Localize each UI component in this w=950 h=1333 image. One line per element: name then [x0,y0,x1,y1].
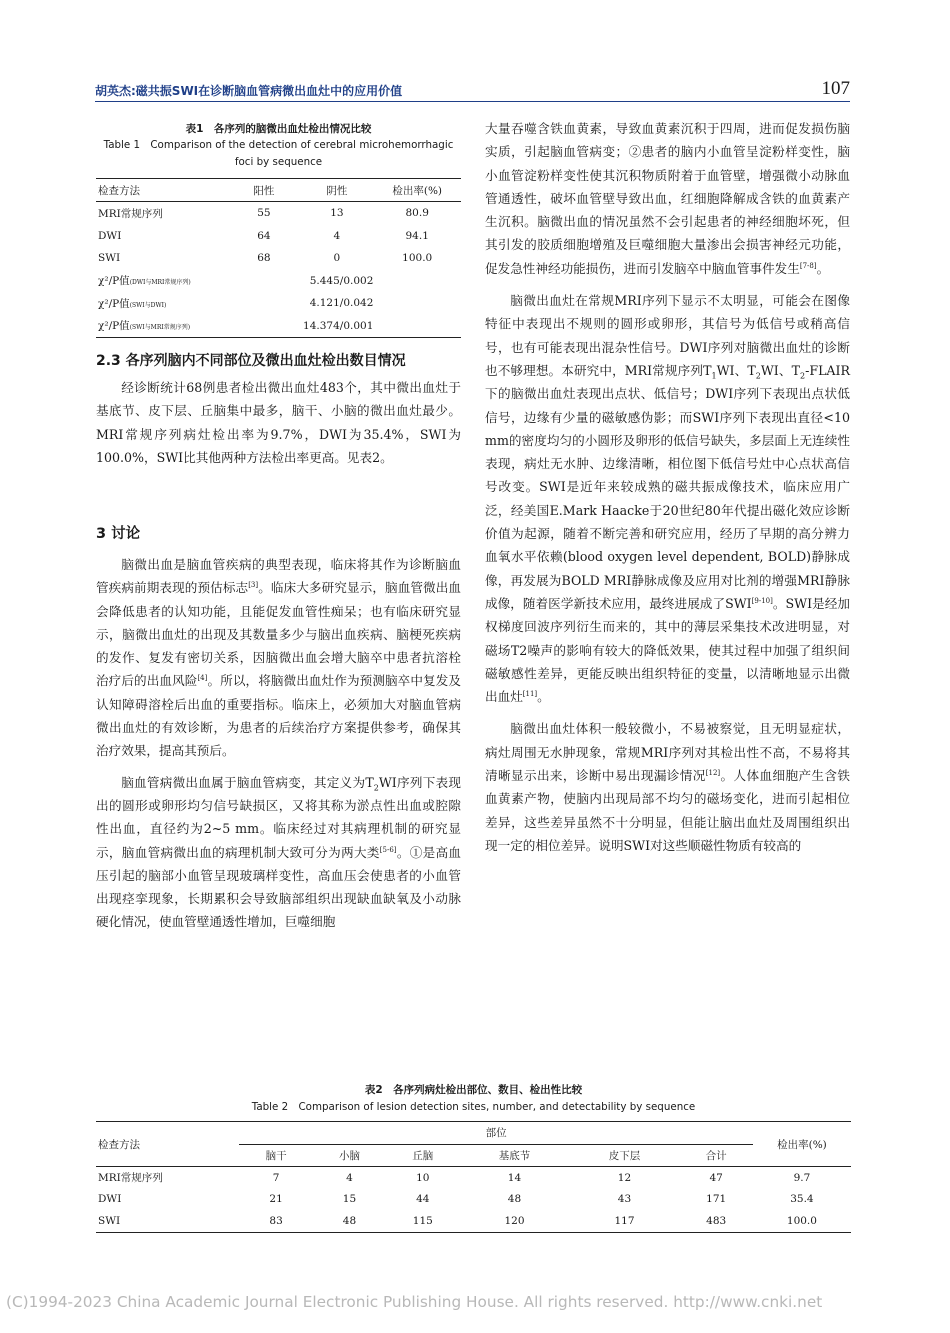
table1-caption-en-2: foci by sequence [234,156,323,168]
section-heading-2-3: 2.3 各序列脑内不同部位及微出血灶检出数目情况 [96,353,406,369]
table1-header-positive: 阳性 [227,179,300,202]
copyright-footer: (C)1994-2023 China Academic Journal Electronic Publishing House. All rights reserved. http://www.cnki.net [6,1293,823,1311]
table1-cell: 100.0 [402,252,433,265]
discussion-right-column [485,117,850,857]
table2-cell: 44 [416,1193,430,1206]
stat-label-text: χ²/P值 [98,320,130,333]
table1 [96,178,461,338]
table1-stat-label [96,270,227,293]
table1-stat-value: 4.121/0.042 [309,297,374,310]
table1-cell: MRI常规序列 [98,207,163,220]
paragraph: 脑血管病微出血属于脑血管病变，其定义为$T_2WI$序列下表现出的圆形或卵形均匀信号缺损区，又将其称为淤点性出血或腔隙性出血，直径约为2~5 mm。临床经过对其病理机制的研究显示，脑血管病微出血的病理机制大致可分为两大类[5-6]。①是高血压引起的脑部小血管呈现玻璃样变性，高血压会使患者的小血管出现痉挛现象，长期累积会导致脑部组织出现缺血缺氧及小动脉硬化情况，使血管壁通透性增加，巨噬细胞 [96,774,462,930]
table2-cell: 47 [709,1171,723,1184]
table2-cell: 117 [569,1210,679,1232]
citation: [4] [197,674,208,683]
table1-cell: 0 [333,252,341,265]
header-rule [95,101,850,102]
table1-stat-row [96,292,461,315]
table1-cell: 55 [257,207,271,220]
stat-label-text: χ²/P值 [98,275,130,288]
citation: [3] [248,581,259,590]
table1-caption [96,121,461,171]
table2-subheader: 基底节 [459,1144,569,1167]
paragraph: 脑微出血灶体积一般较微小，不易被察觉，且无明显症状，病灶周围无水肿现象，常规MRI序列对其检出性不高，不易将其清晰显示出来，诊断中易出现漏诊情况[12]。人体血细胞产生含铁血黄素产物，使脑内出现局部不均匀的磁场变化，进而引起相位差异，这些差异虽然不十分明显，但能让脑出血灶及周围组织出现一定的相位差异。说明SWI对这些顺磁性物质有较高的 [485,721,851,853]
table2-cell: 171 [706,1193,727,1206]
discussion-left-column [96,553,461,934]
table1-header-negative: 阴性 [300,179,373,202]
stat-label-sub: (SWI与DWI) [129,301,167,309]
table2-cell: 14 [507,1171,522,1184]
table2-cell: SWI [96,1210,239,1232]
table2-header-row [96,1122,851,1145]
table1-stat-label [96,292,227,315]
table2-cell: 48 [313,1210,386,1232]
page-number: 107 [821,78,850,99]
table2-subheader: 丘脑 [386,1144,459,1167]
table2-header-group: 部位 [239,1122,752,1145]
table1-cell: 94.1 [405,229,429,242]
stat-label-text: χ²/P值 [98,297,130,310]
section-2-3-body [96,376,461,469]
citation: [12] [705,768,721,777]
paragraph: 脑微出血是脑血管疾病的典型表现，临床将其作为诊断脑血管疾病前期表现的预估标志[3]。临床大多研究显示，脑血管微出血会降低患者的认知功能，且能促发血管性痴呆；也有临床研究显示，脑微出血灶的出现及其数量多少与脑出血疾病、脑梗死疾病的发作、复发有密切关系，因脑微出血会增大脑卒中患者抗溶栓治疗后的出血风险[4]。所以，将脑微出血灶作为预测脑卒中复发及认知障碍溶栓后出血的重要指标。临床上，必须加大对脑血管病微出血灶的有效诊断，为患者的后续治疗方案提供参考，确保其治疗效果，提高其预后。 [96,557,462,759]
table2-cell: 4 [346,1171,353,1184]
table2-subheader: 皮下层 [569,1144,679,1167]
table-row [96,1210,851,1232]
table1-cell: SWI [98,252,121,265]
table2-caption-en: Table 2 Comparison of lesion detection sites, number, and detectability by sequence [251,1101,696,1113]
table-row [96,202,461,225]
table1-stat-row [96,270,461,293]
table1-stat-value: 14.374/0.001 [227,315,373,338]
table1-caption-en-1: Table 1 Comparison of the detection of cerebral microhemorrhagic [103,139,454,151]
table2-header-method: 检查方法 [96,1122,239,1167]
table2-subheader: 脑干 [239,1144,312,1167]
paragraph: 大量吞噬含铁血黄素，导致血黄素沉积于四周，进而促发损伤脑实质，引起脑血管病变；②患者的脑内小血管呈淀粉样变性，脑小血管淀粉样变性使其沉积物质附着于血管壁，增强微小动脉血管通透性，破坏血管壁导致出血，红细胞降解成含铁的血黄素产生沉积。脑微出血的情况虽然不会引起患者的神经细胞坏死，但其引发的胶质细胞增殖及巨噬细胞大量渗出会损害神经元功能，促发急性神经功能损伤，进而引发脑卒中脑血管事件发生[7-8]。 [485,121,850,276]
table2-cell: 7 [272,1171,280,1184]
table2-cell: 12 [617,1171,632,1184]
table-row [96,1167,851,1189]
table2-cell: 83 [239,1210,312,1232]
table1-cell: 68 [257,252,271,265]
citation: [9-10] [751,596,773,605]
table2-cell: 48 [507,1193,522,1206]
stat-label-sub: (SWI与MRI常规序列) [129,324,191,332]
table1-cell: 80.9 [405,207,429,220]
paragraph: 脑微出血灶在常规MRI序列下显示不太明显，可能会在图像特征中表现出不规则的圆形或卵形，其信号为低信号或稍高信号，也有可能表现出混杂性信号。DWI序列对脑微出血灶的诊断也不够理想。本研究中，MRI常规序列$T_1WI$、$T_2WI$、$T_2$-FLAIR下的脑微出血灶表现出点状、低信号；DWI序列下表现出点状低信号，边缘有少量的磁敏感伪影；而SWI序列下表现出直径<10 mm的密度均匀的小圆形及卵形的低信号缺失，多层面上无连续性表现，病灶无水肿、边缘清晰，相位图下低信号灶中心点状高信号改变。SWI是近年来较成熟的磁共振成像技术，临床应用广泛，经美国E.Mark Haacke于20世纪80年代提出磁化效应诊断价值为起源，随着不断完善和研究应用，经历了早期的高分辨力血氧水平依赖(blood oxygen level dependent, BOLD)静脉成像，再发展为BOLD MRI静脉成像及应用对比剂的增强MRI静脉成像，随着医学新技术应用，最终进展成了SWI[9-10]。SWI是经加权梯度回波序列衍生而来的，其中的薄层采集技术改进明显，对磁场T2噪声的影响有较大的降低效果，使其过程中加强了组织间磁敏感性差异，更能反映出组织特征的变量，以清晰地显示出微出血灶[11]。 [485,293,851,705]
table1-cell: 4 [333,229,341,242]
table2-cell: 115 [386,1210,459,1232]
table2-caption-cn: 表2 各序列病灶检出部位、数目、检出性比较 [364,1084,583,1096]
table2-cell: 9.7 [793,1171,811,1184]
table1-cell: 64 [257,229,271,242]
table2-subheader: 小脑 [313,1144,386,1167]
table2-cell: 483 [680,1210,753,1232]
section-heading-3: 3 讨论 [96,526,141,542]
table2-cell: 35.4 [790,1193,814,1206]
citation: [5-6] [379,845,397,854]
stat-label-sub: (DWI与MRI常规序列) [129,279,191,287]
citation: [11] [522,689,538,698]
citation: [7-8] [799,261,817,270]
table1-caption-cn: 表1 各序列的脑微出血灶检出情况比较 [185,123,372,135]
table2-caption [96,1082,851,1116]
table2-cell: MRI常规序列 [98,1172,163,1185]
table-row [96,1189,851,1211]
running-header [95,80,850,102]
table1-header-method: 检查方法 [96,179,227,202]
table1-stat-value: 5.445/0.002 [309,274,374,287]
running-title: 胡英杰:磁共振SWI在诊断脑血管病微出血灶中的应用价值 [95,84,403,98]
table2-cell: 15 [342,1193,357,1206]
table-row [96,225,461,248]
table1-header-rate: 检出率(%) [373,179,461,202]
table2-cell: 120 [459,1210,569,1232]
table2-cell: 10 [416,1171,430,1184]
table2 [96,1121,851,1233]
table1-stat-row [96,315,461,338]
table2-header-rate: 检出率(%) [753,1122,851,1167]
table2-cell: 100.0 [753,1210,851,1232]
table2-subheader: 合计 [680,1144,753,1167]
table1-cell: DWI [98,229,122,242]
table1-stat-label [96,315,227,338]
table1-header-row [96,179,461,202]
table2-cell: 43 [617,1193,632,1206]
table2-cell: DWI [98,1193,122,1206]
paragraph: 经诊断统计68例患者检出微出血灶483个，其中微出血灶于基底节、皮下层、丘脑集中最多，脑干、小脑的微出血灶最少。MRI常规序列病灶检出率为9.7%，DWI为35.4%，SWI为100.0%，SWI比其他两种方法检出率更高。见表2。 [96,380,461,465]
table-row [96,247,461,270]
table1-cell: 13 [330,207,344,220]
table2-cell: 21 [269,1193,283,1206]
